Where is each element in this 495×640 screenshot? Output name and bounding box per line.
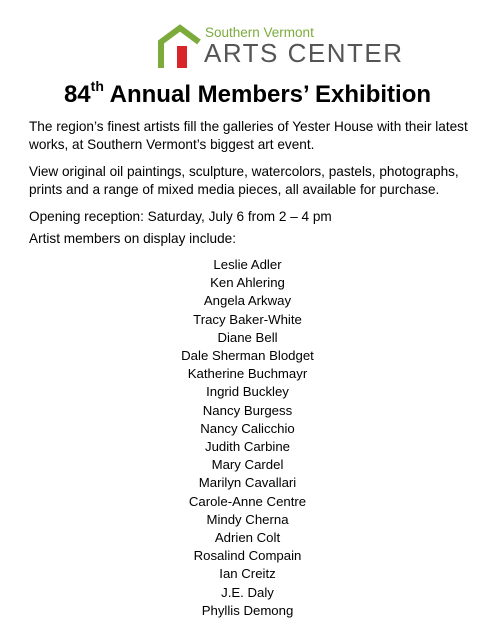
artist-name: Nancy Calicchio bbox=[200, 420, 295, 436]
artist-name: Ian Creitz bbox=[219, 566, 276, 582]
logo-line-1: Southern Vermont bbox=[205, 25, 314, 40]
opening-reception: Opening reception: Saturday, July 6 from 2 – 4 pm bbox=[29, 209, 332, 224]
artist-name: Katherine Buchmayr bbox=[187, 366, 308, 382]
artist-name: Mary Cardel bbox=[211, 457, 284, 473]
artist-name: Ingrid Buckley bbox=[206, 384, 289, 400]
title-number: 84 bbox=[63, 81, 91, 108]
artist-name: Phyllis Demong bbox=[201, 602, 294, 618]
artist-name: J.E. Daly bbox=[221, 584, 274, 600]
house-icon bbox=[157, 24, 203, 70]
page-title bbox=[0, 80, 495, 109]
artist-name: Dale Sherman Blodget bbox=[181, 348, 314, 364]
artist-name: Marilyn Cavallari bbox=[198, 475, 297, 491]
logo-line-2: ARTS CENTER bbox=[204, 38, 404, 68]
artist-name: Carole-Anne Centre bbox=[188, 493, 307, 509]
title-text: Annual Members’ Exhibition bbox=[103, 81, 432, 108]
description-paragraph: View original oil paintings, sculpture, watercolors, pastels, photographs, prints and a range of mixed media pieces, all available for purchase. bbox=[29, 164, 459, 197]
artist-name: Ken Ahlering bbox=[210, 275, 285, 291]
logo bbox=[157, 24, 404, 72]
artist-name: Mindy Cherna bbox=[206, 511, 289, 527]
artist-name: Judith Carbine bbox=[204, 439, 291, 455]
artist-list bbox=[0, 256, 495, 620]
artist-name: Rosalind Compain bbox=[193, 548, 302, 564]
artist-name: Nancy Burgess bbox=[202, 402, 293, 418]
artist-name: Diane Bell bbox=[217, 329, 278, 345]
title-suffix: th bbox=[90, 78, 104, 94]
artists-intro: Artist members on display include: bbox=[29, 231, 237, 246]
artist-name: Tracy Baker-White bbox=[193, 311, 302, 327]
intro-paragraph: The region’s finest artists fill the galleries of Yester House with their latest works, at Southern Vermont’s biggest art event. bbox=[29, 119, 468, 152]
artist-name: Angela Arkway bbox=[203, 293, 292, 309]
artist-name: Adrien Colt bbox=[214, 530, 281, 546]
artist-name: Leslie Adler bbox=[213, 257, 282, 272]
